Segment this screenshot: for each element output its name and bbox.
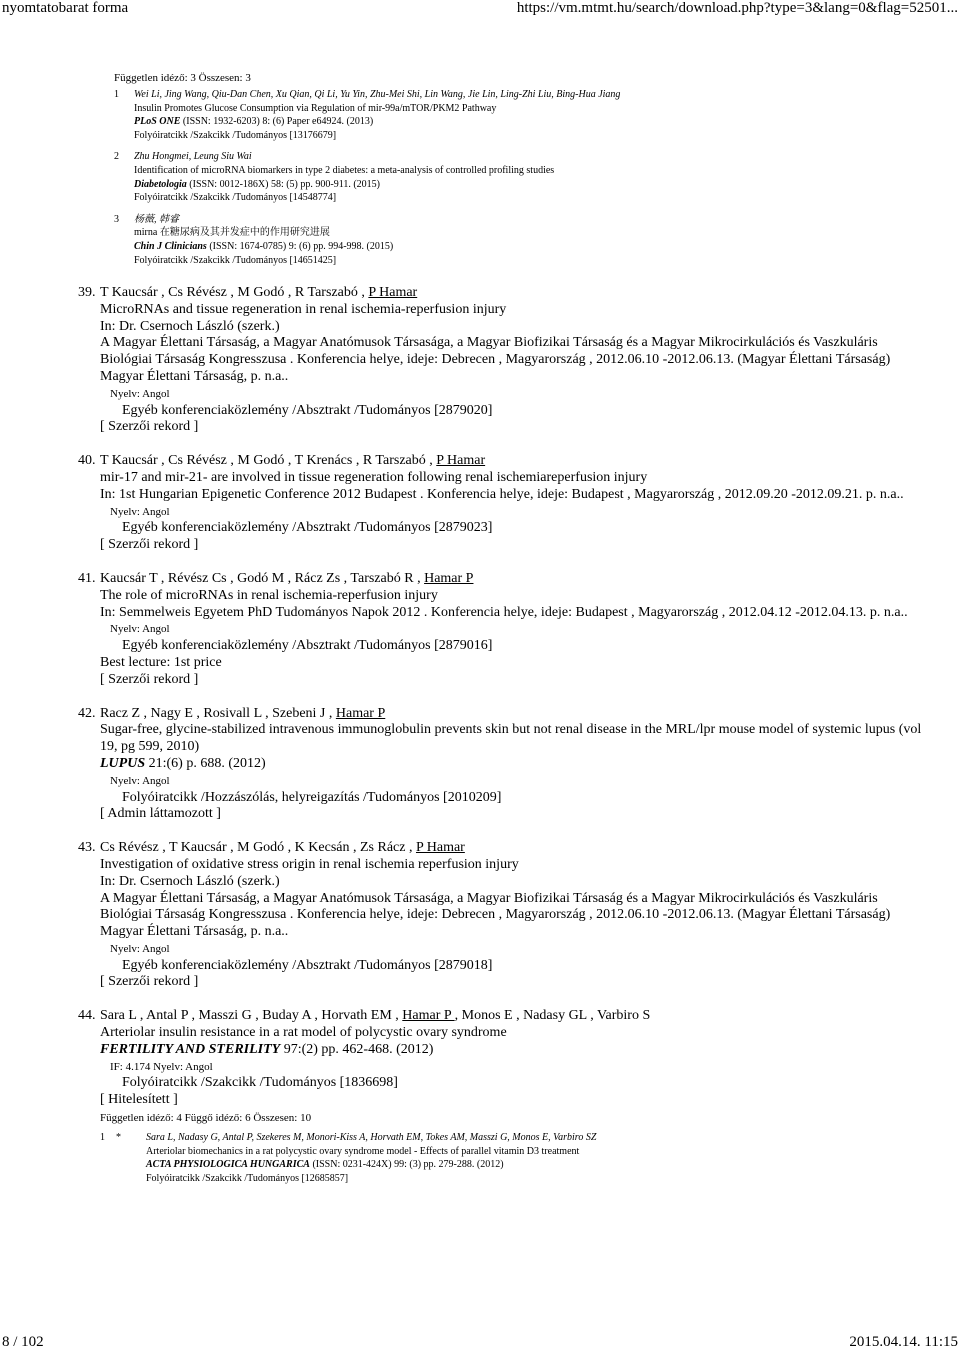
citation-title: Identification of microRNA biomarkers in type 2 diabetes: a meta-analysis of controlled profiling studies [134,164,555,176]
citation-title: Arteriolar biomechanics in a rat polycystic ovary syndrome model - Effects of parallel vitamin D3 treatment [146,1145,580,1157]
entry-title: Investigation of oxidative stress origin in renal ischemia reperfusion injury [100,856,519,872]
citation-source-details: (ISSN: 0012-186X) 58: (5) pp. 900-911. (2015) [186,178,381,190]
entry-editor: In: Dr. Csernoch László (szerk.) [100,318,280,334]
authors-text: , Monos E , Nadasy GL , Varbiro S [454,1008,651,1024]
authors-text: T Kaucsár , Cs Révész , M Godó , R Tarszabó , [100,285,369,300]
entry-source [100,1042,928,1059]
entry-authors [100,706,928,723]
entry-authors [100,1008,928,1025]
entry-number: 43. [78,840,96,856]
citation-authors: Wei Li, Jing Wang, Qiu-Dan Chen, Xu Qian, Qi Li, Yu Yin, Zhu-Mei Shi, Lin Wang, Jie Lin, Ling-Zhi Liu, Bing-Hua Jiang [134,89,621,100]
entry-language: IF: 4.174 Nyelv: Angol [110,1060,213,1073]
citation-authors: Sara L, Nadasy G, Antal P, Szekeres M, Monori-Kiss A, Horvath EM, Tokes AM, Masszi G, Monos E, Varbiro SZ [146,1132,597,1144]
entry-type: Folyóiratcikk /Szakcikk /Tudományos [1836698] [122,1075,398,1091]
entry-journal: FERTILITY AND STERILITY [100,1041,281,1057]
publication-entry-40 [78,453,928,554]
citation-journal: Diabetologia [134,178,187,190]
entry-type: Egyéb konferenciaközlemény /Absztrakt /Tudományos [2879016] [122,638,493,654]
entry-title: Arteriolar insulin resistance in a rat model of polycystic ovary syndrome [100,1025,507,1041]
citation-list [114,88,914,275]
entry-status: [ Szerzői rekord ] [100,419,199,435]
entry-number: 39. [78,285,96,300]
entry-type: Folyóiratcikk /Hozzászólás, helyreigazítás /Tudományos [2010209] [122,789,502,805]
publication-entry-39 [78,285,928,436]
entry-language: Nyelv: Angol [110,387,170,400]
author-link[interactable]: P Hamar [415,840,465,856]
citation-type: Folyóiratcikk /Szakcikk /Tudományos [14548774] [134,192,337,204]
authors-text: T Kaucsár , Cs Révész , M Godó , T Krenács , R Tarszabó , [100,453,437,469]
entry-authors [100,571,928,588]
entry-authors [100,453,928,470]
entry-language: Nyelv: Angol [110,623,170,636]
entry-source-details: 97:(2) pp. 462-468. (2012) [280,1041,434,1057]
entry-status: [ Admin láttamozott ] [100,806,221,822]
entry-authors [100,840,928,857]
citation-source [134,178,914,192]
entry-status: [ Hitelesített ] [100,1092,178,1108]
citation-source [146,1158,928,1172]
entry-language: Nyelv: Angol [110,505,170,518]
author-link[interactable]: Hamar P [424,570,474,586]
citation-number: 3 [114,213,119,225]
entry-title: Sugar-free, glycine-stabilized intravenous immunoglobulin prevents skin but not renal disease in the MRL/lpr mouse model of systemic lupus (vol 19, pg 599, 2010) [100,722,922,755]
entry-status: [ Szerzői rekord ] [100,537,199,553]
entry-conference: A Magyar Élettani Társaság, a Magyar Anatómusok Társasága, a Magyar Biofizikai Társaság és a Magyar Mikrocirkulációs és Vaszkuláris Biológiai Társaság Kongresszusa . Konferencia helye, ideje: Debrecen , Magyarország , 2012.06.10 -2012.06.13. (Magyar Élettani Társaság) [100,890,891,923]
publication-list [78,285,928,1202]
entry-title: mir-17 and mir-21- are involved in tissue regeneration following renal ischemiareperfusion injury [100,469,648,485]
author-link[interactable]: P Hamar [368,285,418,300]
citation-source-details: (ISSN: 1674-0785) 9: (6) pp. 994-998. (2015) [206,240,394,252]
entry-language: Nyelv: Angol [110,942,170,955]
citation-number: 1 [100,1132,105,1144]
citation-type: Folyóiratcikk /Szakcikk /Tudományos [14651425] [134,254,337,266]
citation-item [114,150,914,204]
author-link[interactable]: Hamar P [335,705,386,721]
entry-journal: LUPUS [100,755,146,771]
citation-journal: PLoS ONE [134,116,181,128]
citation-title: Insulin Promotes Glucose Consumption via Regulation of mir-99a/mTOR/PKM2 Pathway [134,102,497,114]
citation-authors: 杨薇, 韩睿 [134,213,179,225]
entry-title: The role of microRNAs in renal ischemia-reperfusion injury [100,587,438,603]
author-link[interactable]: Hamar P [402,1008,455,1024]
entry-authors [100,285,928,302]
citation-type: Folyóiratcikk /Szakcikk /Tudományos [12685857] [146,1172,349,1184]
entry-source-details: 21:(6) p. 688. (2012) [145,755,266,771]
authors-text: Sara L , Antal P , Masszi G , Buday A , Horvath EM , [100,1008,403,1024]
entry-status: [ Szerzői rekord ] [100,671,199,687]
citation-number: 1 [114,89,119,100]
publication-entry-44 [78,1008,928,1185]
publication-entry-41 [78,571,928,689]
authors-text: Cs Révész , T Kaucsár , M Godó , K Kecsán , Zs Rácz , [100,840,416,856]
page-number: 8 / 102 [2,1334,44,1350]
entry-type: Egyéb konferenciaközlemény /Absztrakt /Tudományos [2879018] [122,957,493,973]
entry-conference: In: Semmelweis Egyetem PhD Tudományos Napok 2012 . Konferencia helye, ideje: Budapest , Magyarország , 2012.04.12 -2012.04.13. p. n.a.. [100,604,908,620]
citation-number: 2 [114,151,119,163]
authors-text: Kaucsár T , Révész Cs , Godó M , Rácz Zs , Tarszabó R , [100,570,425,586]
authors-text: Racz Z , Nagy E , Rosivall L , Szebeni J , [100,705,336,721]
publication-entry-42 [78,706,928,824]
citation-item [114,88,914,142]
citation-source [134,240,914,254]
citation-type: Folyóiratcikk /Szakcikk /Tudományos [13176679] [134,129,337,141]
entry-type: Egyéb konferenciaközlemény /Absztrakt /Tudományos [2879020] [122,402,493,418]
citation-source [134,115,914,129]
entry-conference: In: 1st Hungarian Epigenetic Conference 2012 Budapest . Konferencia helye, ideje: Budapest , Magyarország , 2012.09.20 -2012.09.21. p. n.a.. [100,486,904,502]
citation-item [114,213,914,267]
citation-journal: Chin J Clinicians [134,240,207,252]
entry-status: [ Szerzői rekord ] [100,974,199,990]
citation-source-details: (ISSN: 1932-6203) 8: (6) Paper e64924. (2013) [180,116,374,128]
entry-title: MicroRNAs and tissue regeneration in renal ischemia-reperfusion injury [100,301,507,317]
print-timestamp: 2015.04.14. 11:15 [849,1334,958,1350]
header-title: nyomtatobarat forma [2,0,129,16]
citation-count: Független idéző: 4 Függő idéző: 6 Összesen: 10 [100,1112,312,1125]
entry-publisher: Magyar Élettani Társaság, p. n.a.. [100,368,289,384]
citation-count: Független idéző: 3 Összesen: 3 [114,72,251,84]
citation-journal: ACTA PHYSIOLOGICA HUNGARICA [146,1159,310,1171]
citation-title: mirna 在糖尿病及其并发症中的作用研究进展 [134,227,330,239]
entry-number: 42. [78,705,96,721]
citation-source-details: (ISSN: 0231-424X) 99: (3) pp. 279-288. (2012) [309,1159,504,1171]
entry-conference: A Magyar Élettani Társaság, a Magyar Anatómusok Társasága, a Magyar Biofizikai Társaság és a Magyar Mikrocirkulációs és Vaszkuláris Biológiai Társaság Kongresszusa . Konferencia helye, ideje: Debrecen , Magyarország , 2012.06.10 -2012.06.13. (Magyar Élettani Társaság) [100,335,891,368]
print-header [0,0,960,22]
print-footer [0,1329,960,1353]
author-link[interactable]: P Hamar [436,453,486,469]
entry-note: Best lecture: 1st price [100,654,222,670]
entry-publisher: Magyar Élettani Társaság, p. n.a.. [100,924,289,940]
entry-number: 41. [78,570,96,586]
citation-item [100,1131,928,1185]
citation-authors: Zhu Hongmei, Leung Siu Wai [134,151,252,163]
entry-type: Egyéb konferenciaközlemény /Absztrakt /Tudományos [2879023] [122,520,493,536]
entry-editor: In: Dr. Csernoch László (szerk.) [100,873,280,889]
entry-number: 44. [78,1008,96,1024]
entry-source [100,756,928,773]
citation-star: * [116,1132,121,1144]
entry-number: 40. [78,453,96,469]
header-url: https://vm.mtmt.hu/search/download.php?type=3&lang=0&flag=52501... [516,0,958,16]
publication-entry-43 [78,840,928,991]
entry-language: Nyelv: Angol [110,774,170,787]
